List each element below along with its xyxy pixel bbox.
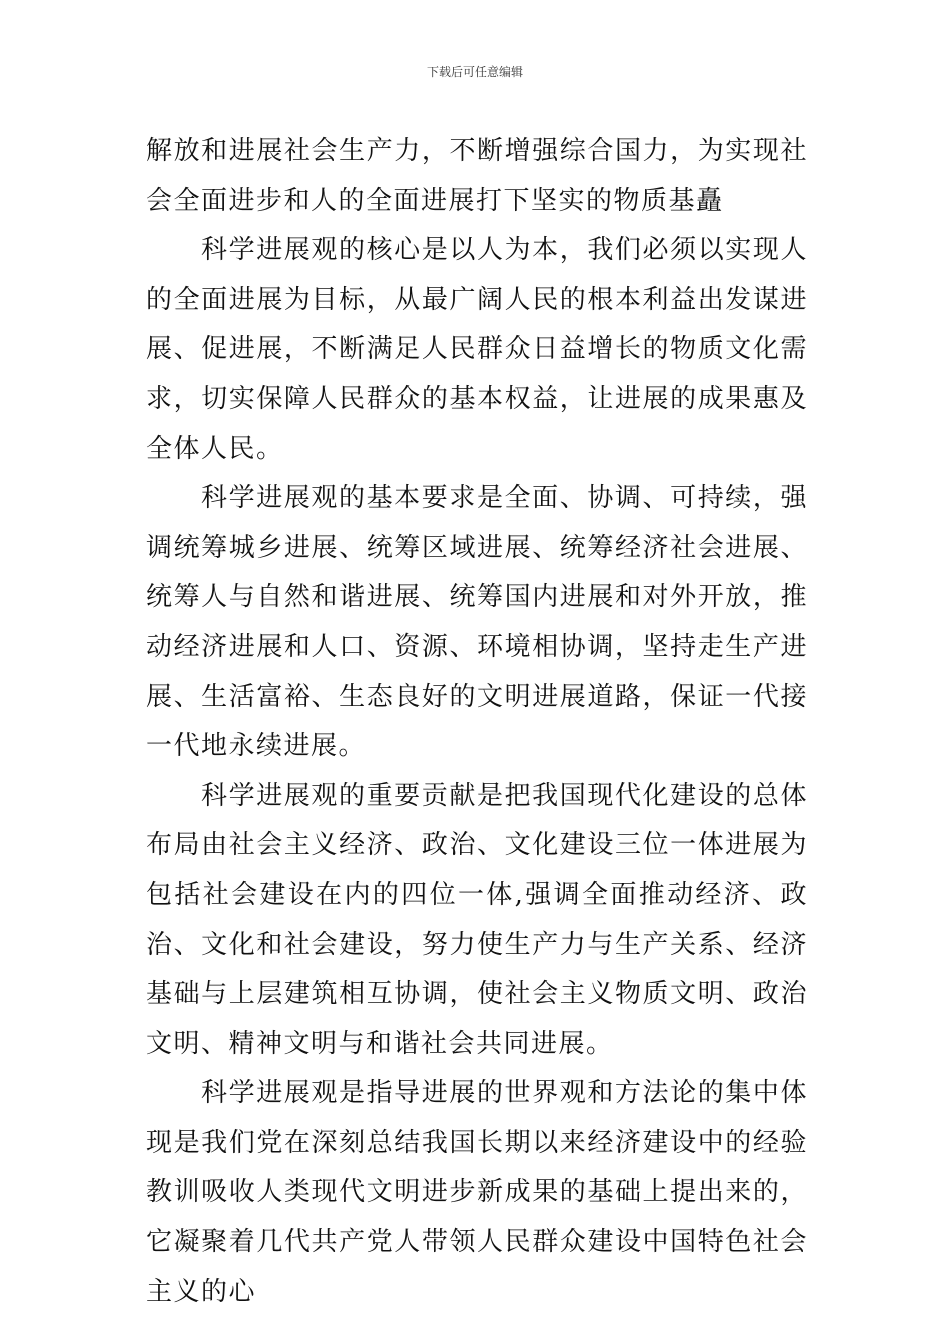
document-body [146, 127, 808, 1317]
paragraph-important-contribution: 科学进展观的重要贡献是把我国现代化建设的总体布局由社会主义经济、政治、文化建设三位一体进展为包括社会建设在内的四位一体,强调全面推动经济、政治、文化和社会建设，努力使生产力与生产关系、经济基础与上层建筑相互协调，使社会主义物质文明、政治文明、精神文明与和谐社会共同进展。 [146, 780, 808, 1059]
page-header: 下载后可任意编辑 [426, 65, 523, 79]
paragraph-continuation: 解放和进展社会生产力，不断增强综合国力，为实现社会全面进步和人的全面进展打下坚实的物质基矗 [146, 136, 808, 216]
paragraph-core-principle: 科学进展观的核心是以人为本，我们必须以实现人的全面进展为目标，从最广阔人民的根本利益出发谋进展、促进展，不断满足人民群众日益增长的物质文化需求，切实保障人民群众的基本权益，让进展的成果惠及全体人民。 [146, 235, 808, 464]
paragraph-worldview-methodology: 科学进展观是指导进展的世界观和方法论的集中体现是我们党在深刻总结我国长期以来经济建设中的经验教训吸收人类现代文明进步新成果的基础上提出来的，它凝聚着几代共产党人带领人民群众建设中国特色社会主义的心 [146, 1078, 808, 1307]
paragraph-basic-requirements: 科学进展观的基本要求是全面、协调、可持续，强调统筹城乡进展、统筹区域进展、统筹经济社会进展、统筹人与自然和谐进展、统筹国内进展和对外开放，推动经济进展和人口、资源、环境相协调，坚持走生产进展、生活富裕、生态良好的文明进展道路，保证一代接一代地永续进展。 [146, 483, 808, 762]
